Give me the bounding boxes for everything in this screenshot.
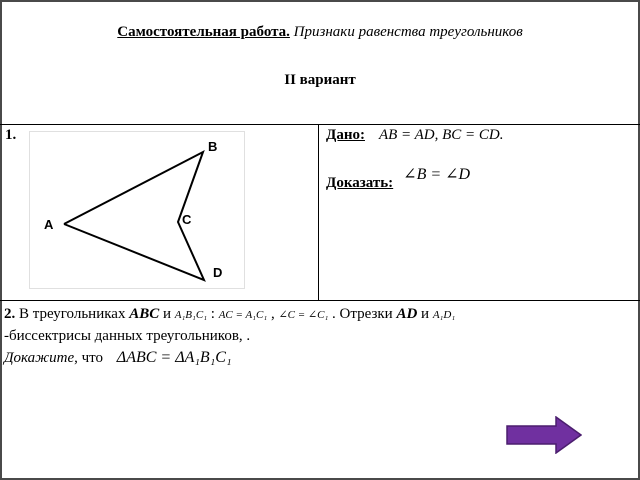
task2-line1 xyxy=(4,304,634,326)
point-label-d: D xyxy=(213,265,223,280)
task1-given xyxy=(326,127,504,144)
colon: : xyxy=(210,306,215,322)
task2-intro: В треугольниках xyxy=(19,306,126,322)
table-divider-horizontal xyxy=(0,300,640,301)
title-bold: Самостоятельная работа. xyxy=(117,24,290,40)
worksheet-title xyxy=(0,24,640,41)
triangle-diagram xyxy=(30,132,244,288)
condition-angle-c: ∠C = ∠C₁ xyxy=(278,309,329,321)
prove-word: Докажите xyxy=(4,350,75,366)
task1-prove xyxy=(326,166,471,192)
task1-figure xyxy=(30,132,244,288)
prove-rest: , что xyxy=(74,350,104,366)
condition-ac: AC = A₁C₁ xyxy=(218,309,268,321)
comma: , xyxy=(270,306,275,322)
prove-expression: ∠B = ∠D xyxy=(403,166,471,183)
and-word-2: и xyxy=(421,306,430,322)
given-expression: AB = AD, BC = CD. xyxy=(378,127,504,143)
triangle-abc: ABC xyxy=(129,306,160,322)
and-word-1: и xyxy=(162,306,172,322)
worksheet-header xyxy=(0,0,640,125)
point-label-c: C xyxy=(182,212,192,227)
right-arrow-icon xyxy=(506,416,582,454)
triangle-a1b1c1: A₁B₁C₁ xyxy=(174,309,208,321)
task2-line2: -биссектрисы данных треугольников, . xyxy=(4,328,251,344)
title-italic: Признаки равенства треугольников xyxy=(293,24,523,40)
task2-text xyxy=(4,304,634,369)
task2-prove-expression: ΔABC = ΔA₁B₁C₁ xyxy=(116,349,232,366)
task2-line3 xyxy=(4,347,634,369)
segment-ad: AD xyxy=(396,306,418,322)
prove-label: Доказать: xyxy=(326,175,394,191)
next-slide-button[interactable] xyxy=(506,416,582,454)
variant-label: II вариант xyxy=(284,72,356,88)
table-divider-vertical xyxy=(318,124,319,300)
segment-a1d1: A₁D₁ xyxy=(432,309,456,321)
given-label: Дано: xyxy=(326,127,365,143)
point-label-b: B xyxy=(208,139,218,154)
task2-number: 2. xyxy=(4,306,16,322)
task1-number: 1. xyxy=(5,127,17,143)
task2-segments-intro: . Отрезки xyxy=(332,306,393,322)
point-label-a: A xyxy=(44,217,54,232)
